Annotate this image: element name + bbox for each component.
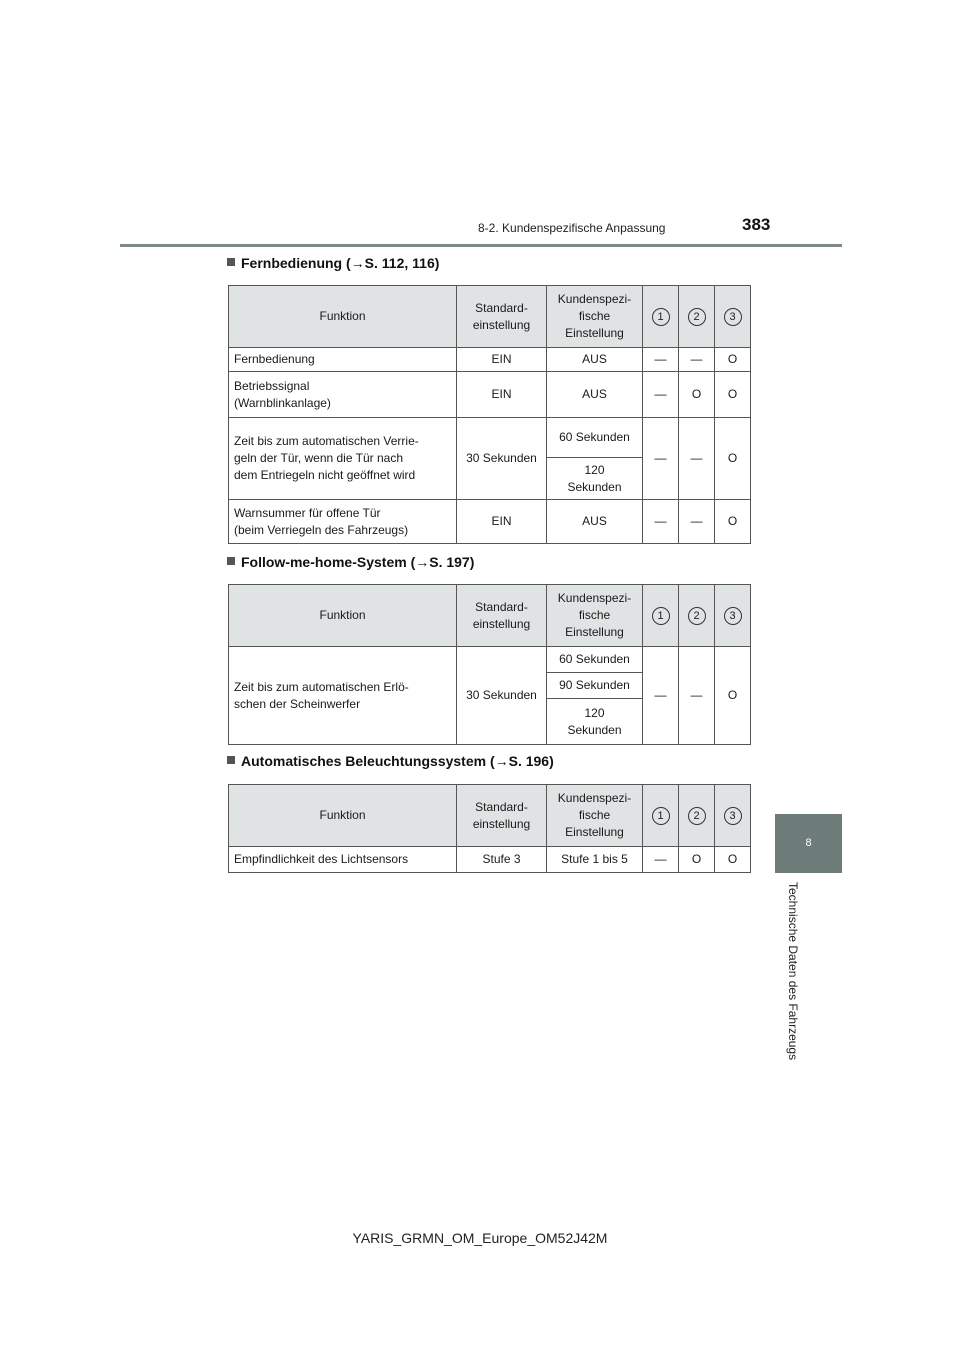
table-header-row (229, 585, 751, 647)
col-mode-1 (643, 785, 679, 847)
circled-1-icon: 1 (652, 607, 670, 625)
chapter-title-vertical (786, 882, 800, 1082)
col-mode-3 (715, 286, 751, 348)
table-fernbedienung (228, 285, 751, 544)
table-beleuchtung (228, 784, 751, 873)
col-mode-2 (679, 286, 715, 348)
table-header-row (229, 286, 751, 348)
col-mode-2 (679, 585, 715, 647)
table-row: 120 Sekunden (229, 699, 751, 745)
table-follow-me-home (228, 584, 751, 745)
table-header-row (229, 785, 751, 847)
section-title-follow-me-home: Follow-me-home-System (→S. 197) (227, 554, 474, 570)
table-row: Zeit bis zum automatischen Erlö- schen der Scheinwerfer 30 Sekunden 60 Sekunden — — O (229, 647, 751, 673)
circled-3-icon: 3 (724, 607, 742, 625)
table-row: Fernbedienung EIN AUS — — O (229, 348, 751, 372)
bullet-square-icon (227, 258, 235, 266)
header-rule (120, 244, 842, 247)
chapter-tab[interactable] (775, 814, 842, 873)
col-mode-1 (643, 585, 679, 647)
col-funktion: Funktion (229, 286, 457, 348)
table-row: Warnsummer für offene Tür (beim Verriegeln des Fahrzeugs) EIN AUS — — O (229, 500, 751, 544)
table-row: Zeit bis zum automatischen Verrie- geln der Tür, wenn die Tür nach dem Entriegeln nicht geöffnet wird 30 Sekunden 60 Sekunden — — O (229, 418, 751, 458)
table-row: Empfindlichkeit des Lichtsensors Stufe 3 Stufe 1 bis 5 — O O (229, 847, 751, 873)
document-footer: YARIS_GRMN_OM_Europe_OM52J42M (352, 1230, 608, 1246)
col-kunden: Kundenspezi- fische Einstellung (547, 286, 643, 348)
col-standard: Standard- einstellung (457, 286, 547, 348)
col-kunden: Kundenspezi- fische Einstellung (547, 585, 643, 647)
circled-3-icon: 3 (724, 807, 742, 825)
circled-1-icon: 1 (652, 807, 670, 825)
col-kunden: Kundenspezi- fische Einstellung (547, 785, 643, 847)
circled-2-icon: 2 (688, 308, 706, 326)
col-funktion: Funktion (229, 585, 457, 647)
table-row: 120 Sekunden (229, 458, 751, 500)
col-mode-3 (715, 585, 751, 647)
circled-3-icon: 3 (724, 308, 742, 326)
section-title-beleuchtung: Automatisches Beleuchtungssystem (→S. 196) (227, 753, 554, 769)
bullet-square-icon (227, 756, 235, 764)
bullet-square-icon (227, 557, 235, 565)
table-row: Betriebssignal (Warnblinkanlage) EIN AUS — O O (229, 372, 751, 418)
table-row: 90 Sekunden (229, 673, 751, 699)
col-mode-3 (715, 785, 751, 847)
section-title-fernbedienung: Fernbedienung (→S. 112, 116) (227, 255, 439, 271)
col-mode-1 (643, 286, 679, 348)
col-standard: Standard- einstellung (457, 785, 547, 847)
col-funktion: Funktion (229, 785, 457, 847)
circled-1-icon: 1 (652, 308, 670, 326)
circled-2-icon: 2 (688, 807, 706, 825)
circled-2-icon: 2 (688, 607, 706, 625)
chapter-number: 8 (805, 837, 812, 849)
page-number: 383 (742, 215, 771, 234)
col-standard: Standard- einstellung (457, 585, 547, 647)
col-mode-2 (679, 785, 715, 847)
running-header-section: 8-2. Kundenspezifische Anpassung (478, 221, 666, 235)
chapter-title: Technische Daten des Fahrzeugs (786, 882, 800, 1061)
